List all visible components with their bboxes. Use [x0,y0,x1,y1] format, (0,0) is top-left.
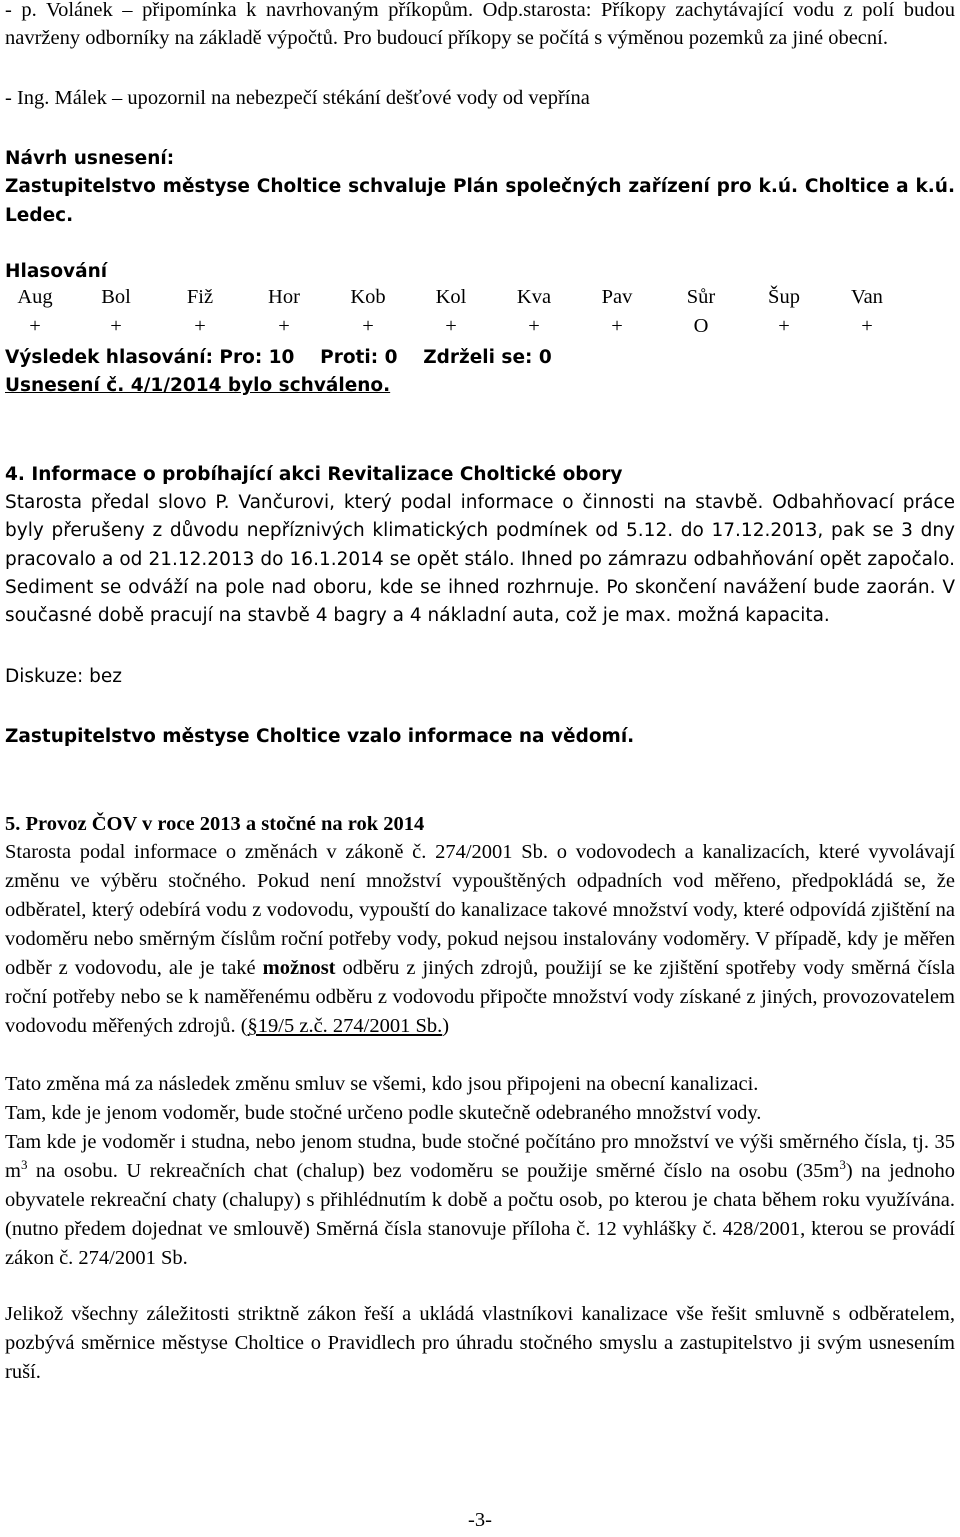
voter-name: Pav [601,286,633,308]
voter-name: Fiž [186,286,214,308]
resolution-approved: Usnesení č. 4/1/2014 bylo schváleno. [5,375,391,396]
emphasis-possibility: možnost [262,957,336,979]
proposal-label: Návrh usnesení: [5,148,175,169]
vote-mark: O [693,315,709,337]
voter-name: Šup [768,286,800,308]
voter-name: Hor [268,286,300,308]
voter-name: Kva [516,286,552,308]
section-5-paragraph-5: Jelikož všechny záležitosti striktně zákon řeší a ukládá vlastníkovi kanalizace vše řešit smluvně s odběratelem, pozbývá směrnice městyse Choltice o Pravidlech pro úhradu stočného smyslu a zastupitelstvo ji svým usnesením ruší. [5,1303,955,1383]
vote-mark: + [278,315,290,337]
law-reference-link[interactable]: §19/5 z.č. 274/2001 Sb. [247,1015,443,1037]
voter-name: Bol [101,286,131,308]
section-4-discussion: Diskuze: bez [5,666,122,687]
section-4-body: Starosta předal slovo P. Vančurovi, který podal informace o činnosti na stavbě. Odbahňovací práce byly přerušeny z důvodu nepříznivých klimatických podmínek od 5.12. do 17.12.2013, pak se 3 dny pracovalo a od 21.12.2013 do 16.1.2014 se opět stálo. Ihned po zámrazu odbahňování opět započalo. Sediment se odváží na pole nad oboru, kde se ihned rozhrnuje. Po skončení navážení bude zaorán. V současné době pracují na stavbě 4 bagry a 4 nákladní auta, což je max. možná kapacita. [5,492,955,627]
vote-mark: + [778,315,790,337]
section-5-paragraph-2: Tato změna má za následek změnu smluv se všemi, kdo jsou připojeni na obecní kanalizaci. [5,1073,759,1095]
votes-row [0,315,960,343]
voter-names-row [0,286,960,314]
vote-title: Hlasování [5,261,108,282]
voter-name: Kob [350,286,386,308]
section-5-paragraph-4: Tam kde je vodoměr i studna, nebo jenom studna, bude stočné počítáno pro množství ve výši směrného čísla, tj. 35 $m^3$ na osobu. U rekreačních chat (chalup) bez vodoměru se použije směrné číslo na osobu $(35m^3)$ na jednoho obyvatele rekreační chaty (chalupy) s přihlédnutím k době a počtu osob, po kterou je chata během roku využívána. (nutno předem dojednat ve smlouvě) Směrná čísla stanovuje příloha č. 12 vyhlášky č. 428/2001, kterou se provádí zákon č. 274/2001 Sb. [5,1131,955,1269]
voter-name: Sůr [686,286,716,308]
proposal-text: Zastupitelstvo městyse Choltice schvaluje Plán společných zařízení pro k.ú. Choltice a k.ú. Ledec. [5,176,955,226]
vote-result: Výsledek hlasování: Pro: 10 Proti: 0 Zdrželi se: 0 [5,347,552,368]
voter-name: Kol [435,286,467,308]
section-5-paragraph-3: Tam, kde je jenom vodoměr, bude stočné určeno podle skutečně odebraného množství vody. [5,1102,762,1124]
paragraph-volanek: - p. Volánek – připomínka k navrhovaným příkopům. Odp.starosta: Příkopy zachytávající vodu z polí budou navrženy odborníky na základě výpočtů. Pro budoucí příkopy se počítá s výměnou pozemků za jiné obecní. [5,0,955,49]
vote-mark: + [29,315,41,337]
page-number: -3- [468,1509,492,1531]
vote-mark: + [445,315,457,337]
section-5-heading: 5. Provoz ČOV v roce 2013 a stočné na rok 2014 [5,813,425,835]
voter-name: Aug [17,286,53,308]
vote-mark: + [611,315,623,337]
voter-name: Van [851,286,883,308]
paragraph-malek: - Ing. Málek – upozornil na nebezpečí stékání dešťové vody od vepřína [5,87,590,109]
vote-mark: + [528,315,540,337]
vote-mark: + [194,315,206,337]
vote-mark: + [861,315,873,337]
section-4-heading: 4. Informace o probíhající akci Revitalizace Choltické obory [5,464,623,485]
vote-mark: + [110,315,122,337]
vote-mark: + [362,315,374,337]
section-5-paragraph-1: Starosta podal informace o změnách v zákoně č. 274/2001 Sb. o vodovodech a kanalizacích, které vyvolávají změnu ve výběru stočného. Pokud není množství vypouštěných odpadních vod měřeno, předpokládá se, že odběratel, který odebírá vodu z vodovodu, vypouští do kanalizace takové množství vody, které odpovídá zjištění na vodoměru nebo směrným číslům roční potřeby vody, pokud nejsou instalovány vodoměry. V případě, kdy je měřen odběr z vodovodu, ale je také možnost odběru z jiných zdrojů, použijí se ke zjištění spotřeby vody směrná čísla roční potřeby nebo se k naměřenému odběru z vodovodu připočte množství vody získané z jiných, provozovatelem vodovodu měřených zdrojů. (§19/5 z.č. 274/2001 Sb.) [5,841,955,1037]
section-4-conclusion: Zastupitelstvo městyse Choltice vzalo informace na vědomí. [5,726,635,747]
